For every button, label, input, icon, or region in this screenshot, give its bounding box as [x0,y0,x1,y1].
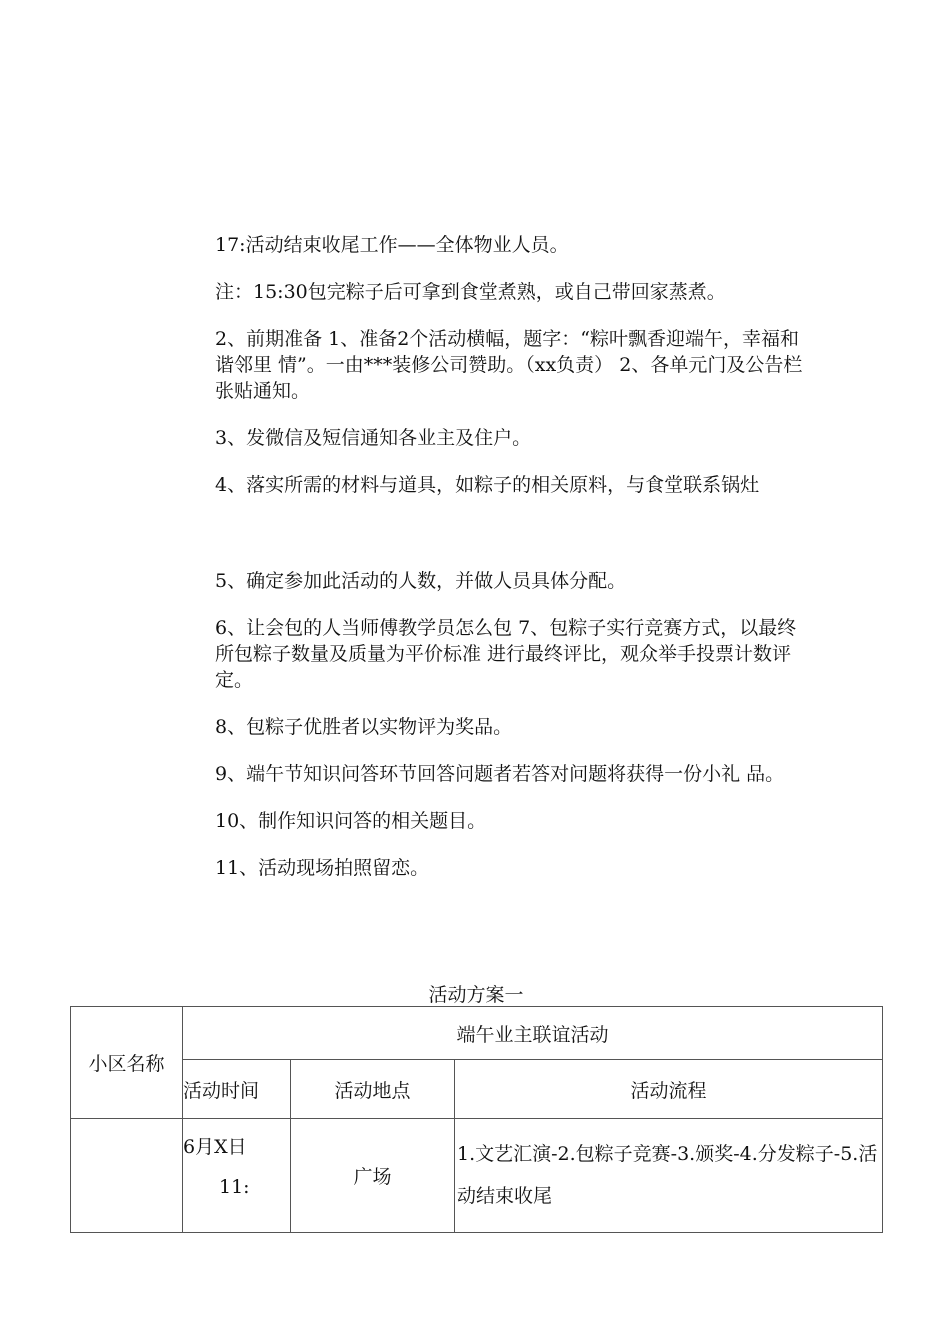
community-label-cell: 小区名称 [71,1007,183,1119]
paragraph-headcount: 5、确定参加此活动的人数，并做人员具体分配。 [215,570,627,592]
table-row [71,1119,883,1233]
paragraph-materials: 4、落实所需的材料与道具，如粽子的相关原料，与食堂联系锅灶 [215,474,760,496]
paragraph-preparation: 2、前期准备 1、准备2个活动横幅，题字：“粽叶飘香迎端午，幸福和谐邻里 情”。一由***装修公司赞助。（xx负责） 2、各单元门及公告栏张贴通知。 [215,328,803,402]
paragraph-notify: 3、发微信及短信通知各业主及住户。 [215,427,532,449]
table-title: 活动方案一 [428,984,524,1006]
time-value-cell [183,1119,291,1233]
activity-plan-table [70,1006,883,1233]
event-name-cell: 端午业主联谊活动 [183,1007,883,1060]
table-row [71,1060,883,1119]
header-flow-cell: 活动流程 [455,1060,883,1119]
paragraph-quiz: 9、端午节知识问答环节回答问题者若答对问题将获得一份小礼 品。 [215,763,785,785]
time-date: 6月X日 [183,1136,247,1158]
paragraph-closing-work: 17:活动结束收尾工作——全体物业人员。 [215,234,569,256]
community-value-cell [71,1119,183,1233]
header-time-cell: 活动时间 [183,1060,291,1119]
header-place-cell: 活动地点 [291,1060,455,1119]
table-row [71,1007,883,1060]
paragraph-prizes: 8、包粽子优胜者以实物评为奖品。 [215,716,513,738]
paragraph-note: 注：15:30包完粽子后可拿到食堂煮熟，或自己带回家蒸煮。 [215,281,726,303]
time-hour: 11: [219,1176,250,1198]
body-text [215,232,810,902]
paragraph-photos: 11、活动现场拍照留恋。 [215,857,430,879]
flow-value-cell: 1.文艺汇演-2.包粽子竞赛-3.颁奖-4.分发粽子-5.活动结束收尾 [455,1119,883,1233]
paragraph-quiz-questions: 10、制作知识问答的相关题目。 [215,810,487,832]
paragraph-competition: 6、让会包的人当师傅教学员怎么包 7、包粽子实行竞赛方式，以最终所包粽子数量及质量为平价标准 进行最终评比，观众举手投票计数评定。 [215,617,797,691]
place-value-cell: 广场 [291,1119,455,1233]
